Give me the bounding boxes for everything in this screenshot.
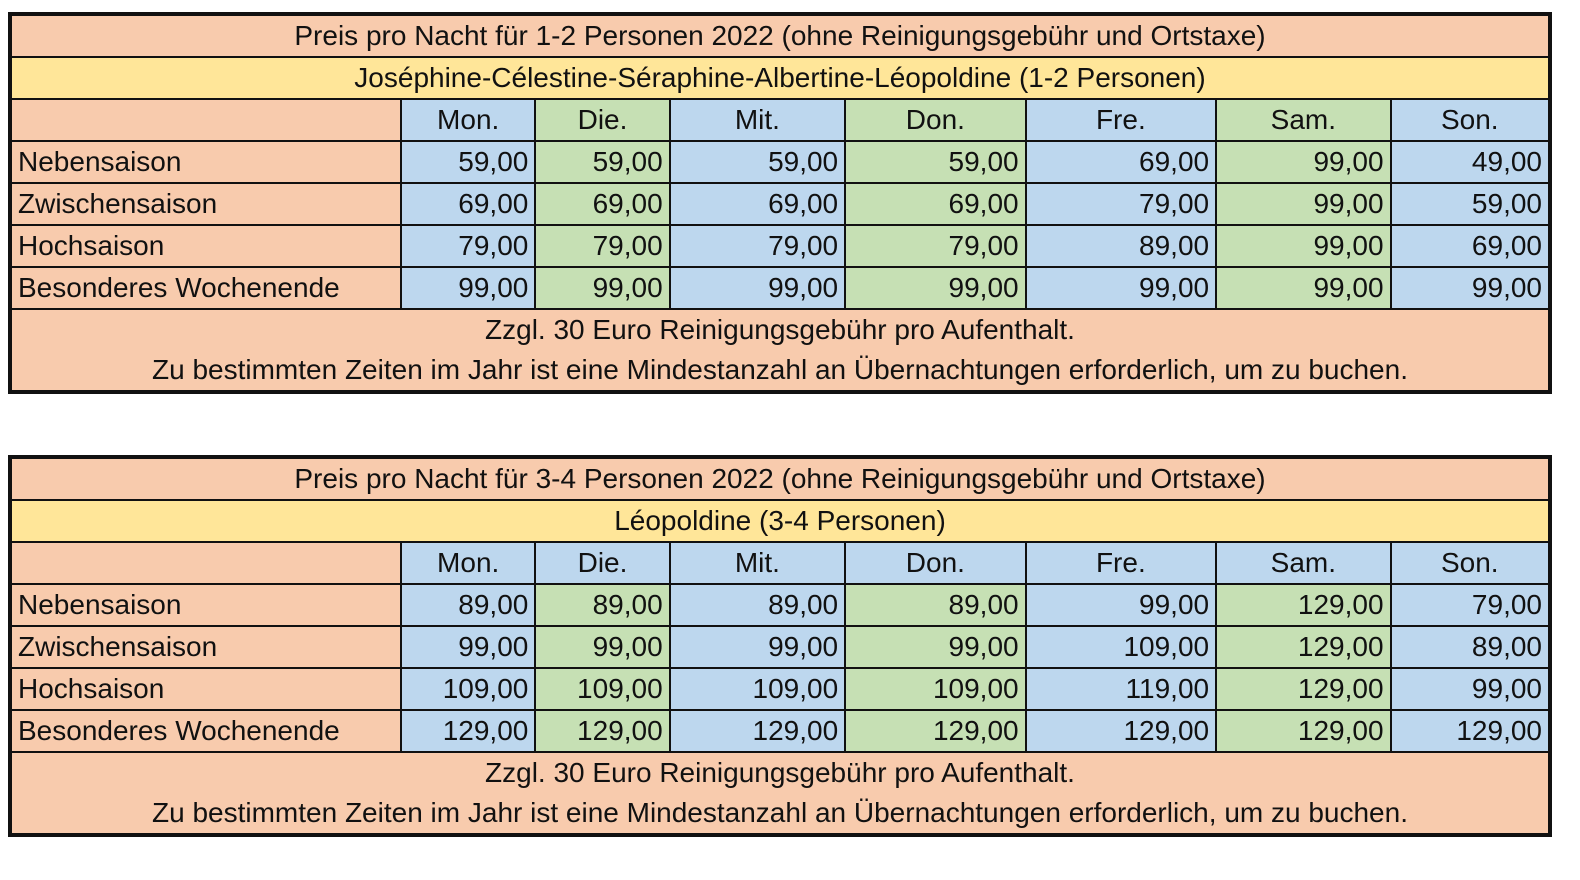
cleaning-fee-note: Zzgl. 30 Euro Reinigungsgebühr pro Aufenthalt. xyxy=(485,314,1075,345)
price-cell: 79,00 xyxy=(1026,183,1216,225)
price-cell: 129,00 xyxy=(1216,626,1390,668)
price-cell: 129,00 xyxy=(1216,668,1390,710)
price-cell: 99,00 xyxy=(845,267,1025,309)
day-header-don: Don. xyxy=(845,99,1025,141)
price-cell: 89,00 xyxy=(845,584,1025,626)
price-cell: 109,00 xyxy=(535,668,669,710)
day-header-fre: Fre. xyxy=(1026,99,1216,141)
day-header-son: Son. xyxy=(1391,99,1550,141)
price-cell: 99,00 xyxy=(1391,267,1550,309)
price-cell: 79,00 xyxy=(1391,584,1550,626)
price-table-3-4-persons xyxy=(8,455,1552,837)
price-cell: 59,00 xyxy=(401,141,535,183)
price-cell: 79,00 xyxy=(401,225,535,267)
minimum-stay-note: Zu bestimmten Zeiten im Jahr ist eine Mindestanzahl an Übernachtungen erforderlich, um zu buchen. xyxy=(152,797,1408,828)
price-cell: 99,00 xyxy=(1216,141,1390,183)
season-label: Besonderes Wochenende xyxy=(10,710,401,752)
price-cell: 69,00 xyxy=(1391,225,1550,267)
day-header-sam: Sam. xyxy=(1216,542,1390,584)
price-cell: 99,00 xyxy=(670,626,845,668)
price-cell: 99,00 xyxy=(1391,668,1550,710)
price-cell: 119,00 xyxy=(1026,668,1216,710)
table-row xyxy=(10,267,1550,309)
price-cell: 129,00 xyxy=(670,710,845,752)
season-label: Nebensaison xyxy=(10,584,401,626)
price-cell: 129,00 xyxy=(401,710,535,752)
price-cell: 99,00 xyxy=(535,626,669,668)
day-header-mit: Mit. xyxy=(670,99,845,141)
price-cell: 99,00 xyxy=(1026,267,1216,309)
price-cell: 59,00 xyxy=(1391,183,1550,225)
header-corner-cell xyxy=(10,99,401,141)
price-cell: 89,00 xyxy=(535,584,669,626)
price-cell: 99,00 xyxy=(670,267,845,309)
price-cell: 109,00 xyxy=(401,668,535,710)
price-cell: 79,00 xyxy=(670,225,845,267)
day-header-mit: Mit. xyxy=(670,542,845,584)
table-title: Preis pro Nacht für 3-4 Personen 2022 (ohne Reinigungsgebühr und Ortstaxe) xyxy=(10,457,1550,500)
price-cell: 69,00 xyxy=(670,183,845,225)
table-row xyxy=(10,584,1550,626)
price-cell: 129,00 xyxy=(1216,710,1390,752)
price-cell: 89,00 xyxy=(1026,225,1216,267)
price-cell: 129,00 xyxy=(535,710,669,752)
weekday-header-row xyxy=(10,99,1550,141)
price-cell: 109,00 xyxy=(670,668,845,710)
season-label: Zwischensaison xyxy=(10,183,401,225)
price-cell: 99,00 xyxy=(1026,584,1216,626)
price-cell: 59,00 xyxy=(845,141,1025,183)
season-label: Besonderes Wochenende xyxy=(10,267,401,309)
table-row xyxy=(10,141,1550,183)
table-title: Preis pro Nacht für 1-2 Personen 2022 (ohne Reinigungsgebühr und Ortstaxe) xyxy=(10,14,1550,57)
price-cell: 129,00 xyxy=(1026,710,1216,752)
day-header-mon: Mon. xyxy=(401,542,535,584)
price-cell: 99,00 xyxy=(845,626,1025,668)
price-cell: 109,00 xyxy=(845,668,1025,710)
price-cell: 89,00 xyxy=(1391,626,1550,668)
table-row xyxy=(10,710,1550,752)
price-cell: 89,00 xyxy=(401,584,535,626)
apartment-name: Joséphine-Célestine-Séraphine-Albertine-Léopoldine (1-2 Personen) xyxy=(10,57,1550,99)
cleaning-fee-note: Zzgl. 30 Euro Reinigungsgebühr pro Aufenthalt. xyxy=(485,757,1075,788)
table-note xyxy=(10,752,1550,835)
table-row xyxy=(10,626,1550,668)
price-cell: 99,00 xyxy=(535,267,669,309)
table-row xyxy=(10,668,1550,710)
day-header-die: Die. xyxy=(535,542,669,584)
price-table-1-2-persons xyxy=(8,12,1552,394)
table-row xyxy=(10,183,1550,225)
day-header-die: Die. xyxy=(535,99,669,141)
price-cell: 79,00 xyxy=(535,225,669,267)
season-label: Zwischensaison xyxy=(10,626,401,668)
price-cell: 99,00 xyxy=(1216,225,1390,267)
day-header-fre: Fre. xyxy=(1026,542,1216,584)
price-cell: 59,00 xyxy=(535,141,669,183)
price-cell: 59,00 xyxy=(670,141,845,183)
day-header-sam: Sam. xyxy=(1216,99,1390,141)
price-cell: 69,00 xyxy=(845,183,1025,225)
minimum-stay-note: Zu bestimmten Zeiten im Jahr ist eine Mindestanzahl an Übernachtungen erforderlich, um zu buchen. xyxy=(152,354,1408,385)
apartment-name: Léopoldine (3-4 Personen) xyxy=(10,500,1550,542)
table-note xyxy=(10,309,1550,392)
price-cell: 99,00 xyxy=(401,267,535,309)
price-cell: 69,00 xyxy=(401,183,535,225)
price-cell: 129,00 xyxy=(845,710,1025,752)
price-cell: 69,00 xyxy=(1026,141,1216,183)
price-cell: 69,00 xyxy=(535,183,669,225)
price-cell: 79,00 xyxy=(845,225,1025,267)
price-cell: 109,00 xyxy=(1026,626,1216,668)
day-header-mon: Mon. xyxy=(401,99,535,141)
price-cell: 89,00 xyxy=(670,584,845,626)
season-label: Hochsaison xyxy=(10,668,401,710)
header-corner-cell xyxy=(10,542,401,584)
day-header-son: Son. xyxy=(1391,542,1550,584)
price-cell: 99,00 xyxy=(401,626,535,668)
season-label: Hochsaison xyxy=(10,225,401,267)
price-cell: 99,00 xyxy=(1216,183,1390,225)
price-cell: 49,00 xyxy=(1391,141,1550,183)
price-cell: 129,00 xyxy=(1216,584,1390,626)
weekday-header-row xyxy=(10,542,1550,584)
table-row xyxy=(10,225,1550,267)
price-cell: 129,00 xyxy=(1391,710,1550,752)
price-cell: 99,00 xyxy=(1216,267,1390,309)
season-label: Nebensaison xyxy=(10,141,401,183)
day-header-don: Don. xyxy=(845,542,1025,584)
